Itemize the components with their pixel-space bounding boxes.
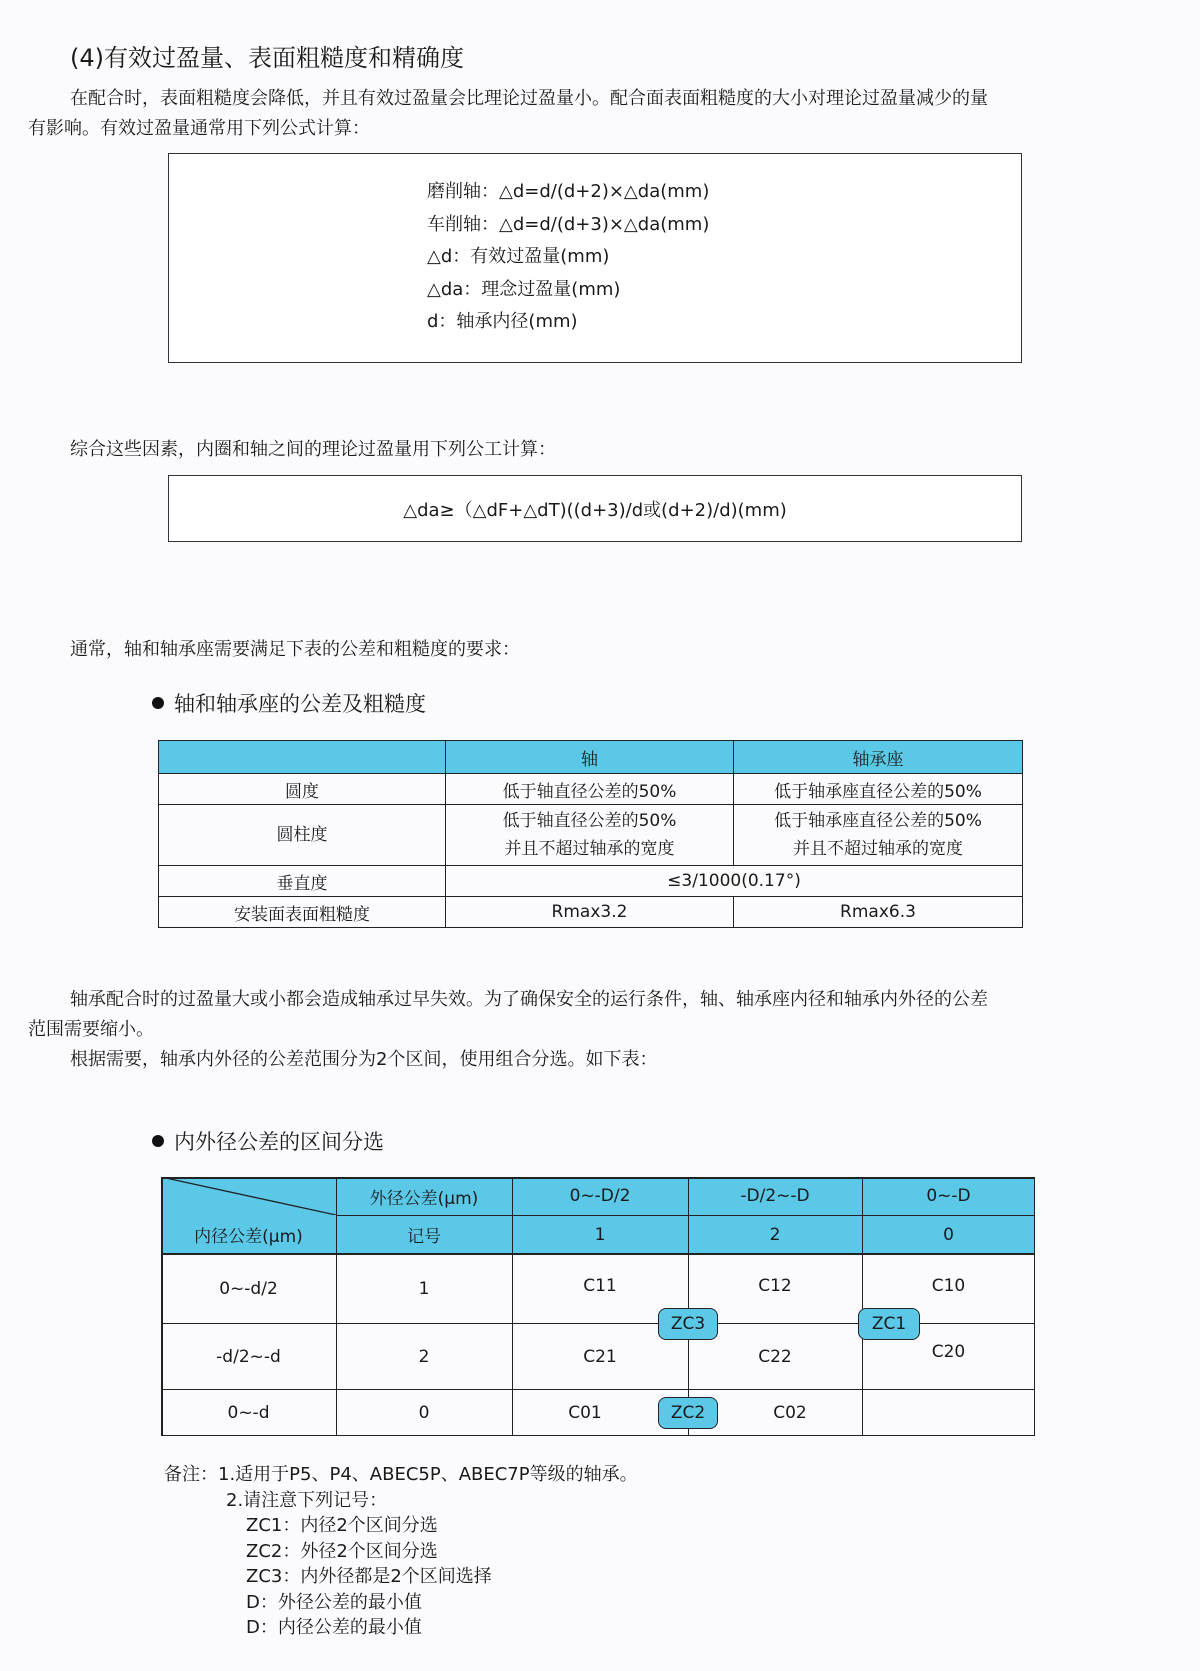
- formula-box: [168, 153, 1022, 363]
- header-cell: 轴承座: [734, 741, 1023, 774]
- table-border: [336, 1177, 337, 1436]
- table1-title-text: 轴和轴承座的公差及粗糙度: [174, 692, 426, 716]
- notes-item-1: 1.适用于P5、P4、ABEC5P、ABEC7P等级的轴承。: [218, 1464, 638, 1485]
- table2-title: [152, 1126, 384, 1156]
- inner-code: 0: [418, 1403, 430, 1423]
- outer-tolerance-label: 外径公差(μm): [369, 1188, 479, 1209]
- formula-line: d：轴承内径(mm): [427, 311, 578, 332]
- row-label: 圆柱度: [159, 805, 446, 866]
- table-border: [862, 1177, 863, 1436]
- failure-line-2: 范围需要缩小。: [28, 1019, 154, 1040]
- table-row: [159, 774, 1023, 805]
- grade-cell: C21: [583, 1347, 617, 1367]
- diagonal-divider: [161, 1177, 336, 1215]
- grade-cell: C12: [758, 1276, 792, 1296]
- notes-line-1: [164, 1462, 638, 1488]
- inner-range: 0~-d: [227, 1403, 270, 1423]
- outer-code: 1: [594, 1224, 606, 1245]
- formula-line: 磨削轴：△d=d/(d+2)×△da(mm): [427, 181, 710, 202]
- outer-code: 2: [769, 1224, 781, 1245]
- row-label: 垂直度: [159, 866, 446, 897]
- table-cell: 低于轴直径公差的50%: [446, 774, 734, 805]
- intro-line-2: 有影响。有效过盈量通常用下列公式计算：: [28, 118, 370, 139]
- table-cell: 低于轴承座直径公差的50%: [734, 774, 1023, 805]
- notes-item-2: 2.请注意下列记号：: [226, 1489, 388, 1511]
- failure-line-1: 轴承配合时的过盈量大或小都会造成轴承过早失效。为了确保安全的运行条件，轴、轴承座内径和轴承内外径的公差: [70, 989, 988, 1010]
- grade-cell: C22: [758, 1347, 792, 1367]
- inner-code: 1: [418, 1279, 430, 1299]
- outer-range-header: 0~-D: [926, 1186, 971, 1206]
- header-cell: [159, 741, 446, 774]
- header-cell: 轴: [446, 741, 734, 774]
- table-cell-merged: ≤3/1000(0.17°): [446, 866, 1023, 897]
- cell-line: 低于轴承座直径公差的50%: [774, 811, 982, 831]
- inner-code: 2: [418, 1347, 430, 1367]
- notes-def: D：外径公差的最小值: [246, 1591, 422, 1613]
- table-cell: Rmax6.3: [734, 897, 1023, 928]
- zc1-badge: ZC1: [858, 1308, 920, 1340]
- notes-def: ZC2：外径2个区间分选: [246, 1540, 438, 1562]
- grade-cell: C01: [568, 1403, 602, 1423]
- outer-code: 0: [943, 1224, 954, 1245]
- notes: [164, 1462, 638, 1641]
- table-border: [161, 1177, 1035, 1179]
- cell-line: 并且不超过轴承的宽度: [504, 839, 675, 859]
- table-header-row: [159, 741, 1023, 774]
- grade-cell: C10: [931, 1276, 966, 1296]
- table-border: [161, 1177, 163, 1436]
- zc2-badge: ZC2: [658, 1397, 718, 1429]
- outer-range-header: -D/2~-D: [740, 1186, 810, 1206]
- table1-title: [152, 688, 426, 718]
- notes-label: 备注：: [164, 1464, 218, 1485]
- table-cell: Rmax3.2: [446, 897, 734, 928]
- notes-def: ZC3：内外径都是2个区间选择: [246, 1566, 492, 1587]
- grade-cell: [862, 1390, 1035, 1436]
- combined-formula-box: [168, 475, 1022, 542]
- formula-line: △d：有效过盈量(mm): [427, 246, 610, 267]
- combined-text: 综合这些因素，内圈和轴之间的理论过盈量用下列公工计算：: [70, 439, 556, 460]
- inner-range: 0~-d/2: [219, 1279, 278, 1299]
- table-border: [161, 1435, 1035, 1437]
- intro-line-1: 在配合时，表面粗糙度会降低，并且有效过盈量会比理论过盈量小。配合面表面粗糙度的大小对理论过盈量减少的量: [70, 88, 988, 109]
- zc3-badge: ZC3: [658, 1308, 718, 1340]
- bullet-icon: [152, 1135, 164, 1147]
- table-border: [336, 1215, 1035, 1216]
- table2-title-text: 内外径公差的区间分选: [174, 1130, 384, 1154]
- grading-table: [161, 1177, 1035, 1436]
- failure-line-3: 根据需要，轴承内外径的公差范围分为2个区间，使用组合分选。如下表：: [70, 1049, 658, 1070]
- table-cell: [446, 805, 734, 866]
- formula-line: 车削轴：△d=d/(d+3)×△da(mm): [427, 213, 710, 235]
- inner-tolerance-label: 内径公差(μm): [194, 1227, 303, 1247]
- notes-def: ZC1：内径2个区间分选: [246, 1515, 438, 1536]
- grade-cell: C02: [773, 1403, 807, 1423]
- failure-paragraph: [28, 985, 1168, 1075]
- bullet-icon: [152, 697, 164, 709]
- inner-range: -d/2~-d: [216, 1347, 281, 1367]
- cell-line: 低于轴直径公差的50%: [502, 811, 677, 831]
- formula-line: △da：理念过盈量(mm): [427, 278, 621, 300]
- combined-formula: △da≥（△dF+△dT)((d+3)/d或(d+2)/d)(mm): [403, 500, 787, 521]
- section-title: (4)有效过盈量、表面粗糙度和精确度: [70, 44, 464, 72]
- code-label: 记号: [407, 1227, 441, 1247]
- table-border: [161, 1253, 1035, 1255]
- table-row: [159, 805, 1023, 866]
- requirement-text: 通常，轴和轴承座需要满足下表的公差和粗糙度的要求：: [70, 639, 520, 660]
- cell-line: 并且不超过轴承的宽度: [793, 839, 963, 859]
- tolerance-table: [158, 740, 1023, 928]
- row-label: 安装面表面粗糙度: [159, 897, 446, 928]
- intro-paragraph: [28, 84, 1168, 144]
- table-border: [512, 1177, 513, 1436]
- table-row: [159, 897, 1023, 928]
- notes-def: D：内径公差的最小值: [246, 1617, 422, 1638]
- table-cell: [734, 805, 1023, 866]
- table-row: [159, 866, 1023, 897]
- table-border: [161, 1389, 1035, 1390]
- row-label: 圆度: [159, 774, 446, 805]
- grade-cell: C11: [583, 1276, 617, 1296]
- outer-range-header: 0~-D/2: [569, 1186, 631, 1206]
- grade-cell: C20: [931, 1342, 966, 1362]
